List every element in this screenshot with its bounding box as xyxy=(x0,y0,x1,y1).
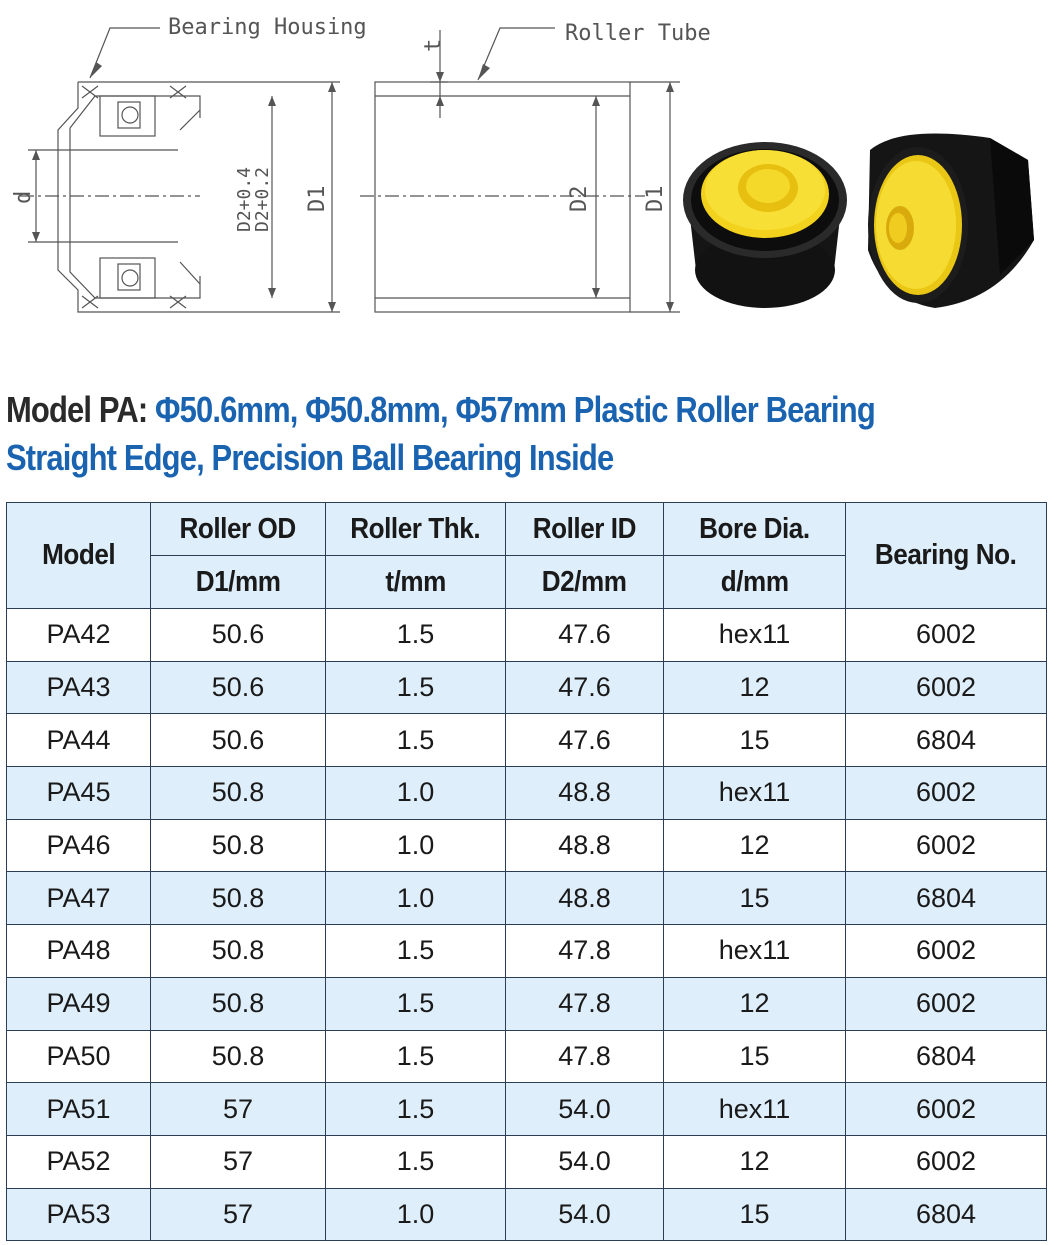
product-photo-front xyxy=(683,142,847,308)
cell-roller-thk: 1.5 xyxy=(326,925,506,978)
label-d1-right: D1 xyxy=(643,185,668,212)
cell-roller-thk: 1.5 xyxy=(326,977,506,1030)
cell-model: PA48 xyxy=(7,925,151,978)
header-roller-thk: Roller Thk. xyxy=(326,503,506,556)
label-t: t xyxy=(421,38,446,52)
cell-roller-thk: 1.0 xyxy=(326,819,506,872)
cell-bearing-no: 6002 xyxy=(846,819,1047,872)
cell-roller-id: 48.8 xyxy=(506,767,664,820)
cell-bearing-no: 6804 xyxy=(846,714,1047,767)
header-roller-od: Roller OD xyxy=(151,503,326,556)
heading-sizes: Φ50.6mm, Φ50.8mm, Φ57mm Plastic Roller Bearing xyxy=(155,389,875,430)
cell-roller-thk: 1.0 xyxy=(326,1188,506,1241)
table-row xyxy=(7,661,1047,714)
header-roller-id: Roller ID xyxy=(506,503,664,556)
spec-table xyxy=(6,502,1047,1241)
cell-bearing-no: 6002 xyxy=(846,925,1047,978)
cell-model: PA42 xyxy=(7,609,151,662)
table-row xyxy=(7,1083,1047,1136)
cell-roller-od: 50.6 xyxy=(151,714,326,767)
cell-bearing-no: 6804 xyxy=(846,872,1047,925)
cell-bore-dia: hex11 xyxy=(664,767,846,820)
cell-roller-od: 57 xyxy=(151,1135,326,1188)
cell-model: PA45 xyxy=(7,767,151,820)
cell-roller-id: 47.6 xyxy=(506,714,664,767)
cell-model: PA51 xyxy=(7,1083,151,1136)
product-photo-angled xyxy=(868,134,1034,308)
cell-bore-dia: 12 xyxy=(664,661,846,714)
tube-leader xyxy=(478,28,555,80)
cell-roller-thk: 1.5 xyxy=(326,1135,506,1188)
cell-bore-dia: 12 xyxy=(664,977,846,1030)
heading-model-label: Model PA: xyxy=(6,389,156,430)
cell-roller-od: 50.8 xyxy=(151,1030,326,1083)
cell-roller-od: 50.8 xyxy=(151,925,326,978)
table-row xyxy=(7,977,1047,1030)
cell-bore-dia: 15 xyxy=(664,1188,846,1241)
cell-roller-id: 54.0 xyxy=(506,1188,664,1241)
cell-model: PA52 xyxy=(7,1135,151,1188)
header-roller-od-unit: D1/mm xyxy=(151,556,326,609)
header-roller-thk-unit: t/mm xyxy=(326,556,506,609)
table-row xyxy=(7,714,1047,767)
header-roller-id-unit: D2/mm xyxy=(506,556,664,609)
cell-bearing-no: 6002 xyxy=(846,609,1047,662)
cell-roller-thk: 1.5 xyxy=(326,714,506,767)
drawing-svg xyxy=(0,0,1050,340)
cell-bearing-no: 6804 xyxy=(846,1188,1047,1241)
cell-bore-dia: hex11 xyxy=(664,925,846,978)
cell-roller-od: 50.8 xyxy=(151,977,326,1030)
table-row xyxy=(7,1135,1047,1188)
cell-roller-thk: 1.5 xyxy=(326,609,506,662)
cell-roller-thk: 1.5 xyxy=(326,661,506,714)
cell-bearing-no: 6002 xyxy=(846,661,1047,714)
header-model: Model xyxy=(7,503,151,609)
cell-roller-od: 50.8 xyxy=(151,767,326,820)
cell-model: PA50 xyxy=(7,1030,151,1083)
cell-model: PA44 xyxy=(7,714,151,767)
header-bore-dia-unit: d/mm xyxy=(664,556,846,609)
table-row xyxy=(7,872,1047,925)
label-roller-tube: Roller Tube xyxy=(565,21,711,46)
cell-model: PA49 xyxy=(7,977,151,1030)
header-bearing-no: Bearing No. xyxy=(846,503,1047,609)
cell-roller-id: 47.8 xyxy=(506,925,664,978)
label-bearing-housing: Bearing Housing xyxy=(168,15,367,40)
cell-roller-id: 47.6 xyxy=(506,609,664,662)
table-row xyxy=(7,1030,1047,1083)
cell-model: PA43 xyxy=(7,661,151,714)
cell-roller-thk: 1.0 xyxy=(326,767,506,820)
cell-roller-od: 50.8 xyxy=(151,819,326,872)
cell-bearing-no: 6002 xyxy=(846,1083,1047,1136)
cell-model: PA53 xyxy=(7,1188,151,1241)
product-heading xyxy=(6,386,1046,482)
housing-leader xyxy=(90,28,160,78)
cell-roller-thk: 1.5 xyxy=(326,1030,506,1083)
cell-roller-od: 50.6 xyxy=(151,609,326,662)
cell-roller-od: 50.8 xyxy=(151,872,326,925)
table-row xyxy=(7,925,1047,978)
cell-roller-id: 47.8 xyxy=(506,1030,664,1083)
cell-bore-dia: hex11 xyxy=(664,1083,846,1136)
table-row xyxy=(7,1188,1047,1241)
cell-roller-id: 47.6 xyxy=(506,661,664,714)
cell-bore-dia: hex11 xyxy=(664,609,846,662)
label-d2-tolerance: D2+0.4 xyxy=(234,166,255,232)
label-d: d xyxy=(11,190,36,204)
technical-drawing xyxy=(0,0,1050,340)
cell-bearing-no: 6002 xyxy=(846,977,1047,1030)
cell-model: PA47 xyxy=(7,872,151,925)
table-row xyxy=(7,609,1047,662)
heading-line-2: Straight Edge, Precision Ball Bearing Inside xyxy=(6,437,614,478)
cell-roller-thk: 1.0 xyxy=(326,872,506,925)
cell-bearing-no: 6002 xyxy=(846,767,1047,820)
cell-bore-dia: 12 xyxy=(664,819,846,872)
cell-roller-id: 54.0 xyxy=(506,1083,664,1136)
spec-table-body xyxy=(7,609,1047,1241)
cell-roller-od: 50.6 xyxy=(151,661,326,714)
table-row xyxy=(7,819,1047,872)
header-bore-dia: Bore Dia. xyxy=(664,503,846,556)
cell-roller-id: 47.8 xyxy=(506,977,664,1030)
label-d2-tolerance-2: D2+0.2 xyxy=(252,166,273,232)
cell-roller-thk: 1.5 xyxy=(326,1083,506,1136)
table-row xyxy=(7,767,1047,820)
cell-roller-id: 54.0 xyxy=(506,1135,664,1188)
cell-model: PA46 xyxy=(7,819,151,872)
cell-roller-id: 48.8 xyxy=(506,872,664,925)
cell-bearing-no: 6002 xyxy=(846,1135,1047,1188)
label-d1-left: D1 xyxy=(305,185,330,212)
cell-bearing-no: 6804 xyxy=(846,1030,1047,1083)
cell-bore-dia: 12 xyxy=(664,1135,846,1188)
cell-bore-dia: 15 xyxy=(664,872,846,925)
cell-bore-dia: 15 xyxy=(664,1030,846,1083)
cell-roller-id: 48.8 xyxy=(506,819,664,872)
heading-line-1 xyxy=(6,386,900,434)
cell-roller-od: 57 xyxy=(151,1188,326,1241)
cell-bore-dia: 15 xyxy=(664,714,846,767)
label-d2: D2 xyxy=(567,185,592,212)
cell-roller-od: 57 xyxy=(151,1083,326,1136)
